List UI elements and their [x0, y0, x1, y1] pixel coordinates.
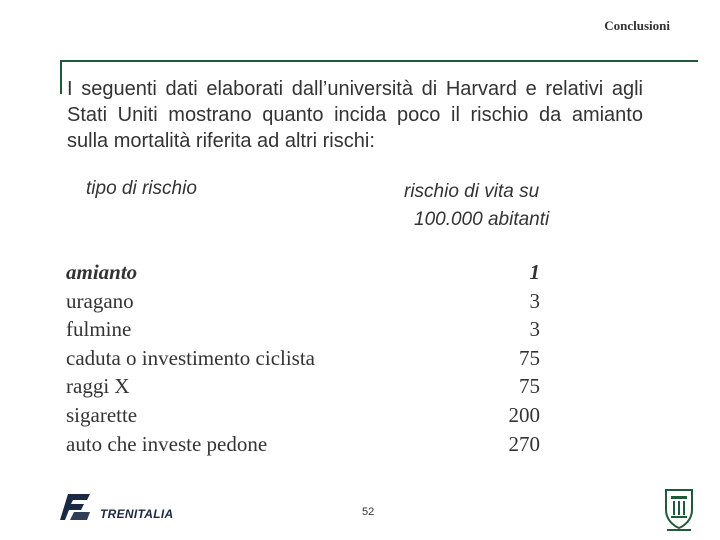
- risk-value: 3: [529, 288, 540, 313]
- risk-value: 75: [519, 345, 540, 370]
- column-header-risk-type: tipo di rischio: [86, 178, 197, 199]
- intro-paragraph: I seguenti dati elaborati dall’università di Harvard e relativi agli Stati Uniti mostrano quanto incida poco il rischio da amianto sulla mortalità riferita ad altri rischi:: [67, 78, 643, 152]
- risk-value: 200: [508, 402, 540, 427]
- risk-value: 270: [508, 431, 540, 456]
- header-rule: [60, 60, 698, 62]
- risk-row: [66, 430, 540, 459]
- header-title: Conclusioni: [604, 18, 670, 33]
- column-header-risk-rate-line1: rischio di vita su: [404, 181, 540, 202]
- risk-row: [66, 372, 540, 401]
- column-header-risk-rate: [404, 178, 594, 234]
- page-number: 52: [362, 506, 375, 518]
- university-crest-icon: [664, 488, 694, 532]
- risk-label: uragano: [66, 288, 134, 313]
- fs-logo-icon: [60, 490, 94, 524]
- risk-label: fulmine: [66, 317, 132, 342]
- trenitalia-logo-text: TRENITALIA: [100, 507, 174, 521]
- header-vertical-rule: [60, 60, 62, 94]
- risk-row: [66, 258, 540, 287]
- risk-row: [66, 315, 540, 344]
- risk-list: [66, 258, 540, 458]
- risk-row: [66, 344, 540, 373]
- risk-label: raggi X: [66, 374, 130, 399]
- risk-label: amianto: [66, 260, 138, 284]
- column-header-risk-rate-line2: 100.000 abitanti: [414, 209, 550, 230]
- risk-value: 75: [519, 374, 540, 399]
- risk-row: [66, 287, 540, 316]
- risk-label: caduta o investimento ciclista: [66, 345, 316, 370]
- risk-value: 1: [529, 260, 540, 284]
- risk-row: [66, 401, 540, 430]
- risk-label: auto che investe pedone: [66, 431, 268, 456]
- trenitalia-logo: [60, 490, 173, 524]
- risk-value: 3: [529, 317, 540, 342]
- risk-label: sigarette: [66, 402, 138, 427]
